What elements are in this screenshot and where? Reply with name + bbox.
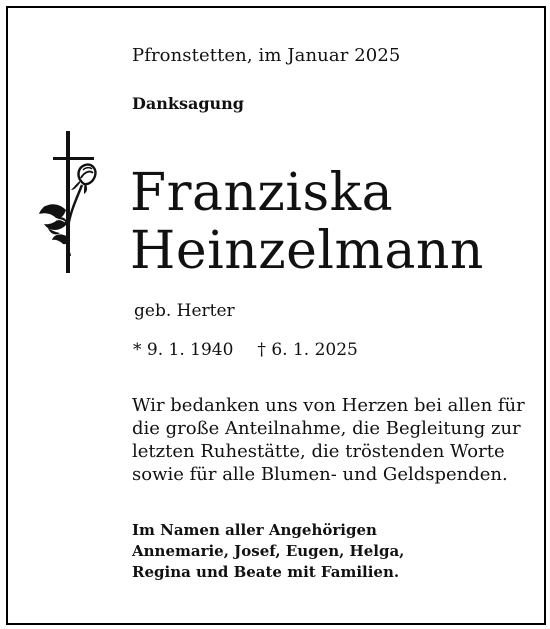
thanks-message <box>132 394 525 486</box>
message-line: die große Anteilnahme, die Begleitung zur <box>132 418 521 439</box>
family-signature <box>132 520 404 583</box>
deceased-name <box>130 164 484 280</box>
notice-heading: Danksagung <box>132 94 244 113</box>
deceased-last-name: Heinzelmann <box>130 221 484 281</box>
place-date: Pfronstetten, im Januar 2025 <box>132 45 401 66</box>
cross-with-rose-icon <box>36 128 108 276</box>
death-date: † 6. 1. 2025 <box>257 340 358 360</box>
life-dates <box>133 340 358 360</box>
signature-line: Annemarie, Josef, Eugen, Helga, <box>132 542 405 560</box>
birth-date: * 9. 1. 1940 <box>133 340 234 360</box>
message-line: Wir bedanken uns von Herzen bei allen für <box>132 395 525 416</box>
signature-line: Regina und Beate mit Familien. <box>132 563 400 581</box>
message-line: letzten Ruhestätte, die tröstenden Worte <box>132 441 505 462</box>
signature-line: Im Namen aller Angehörigen <box>132 521 377 539</box>
deceased-first-name: Franziska <box>130 163 394 223</box>
birth-name: geb. Herter <box>134 301 235 321</box>
message-line: sowie für alle Blumen- und Geldspenden. <box>132 464 508 485</box>
